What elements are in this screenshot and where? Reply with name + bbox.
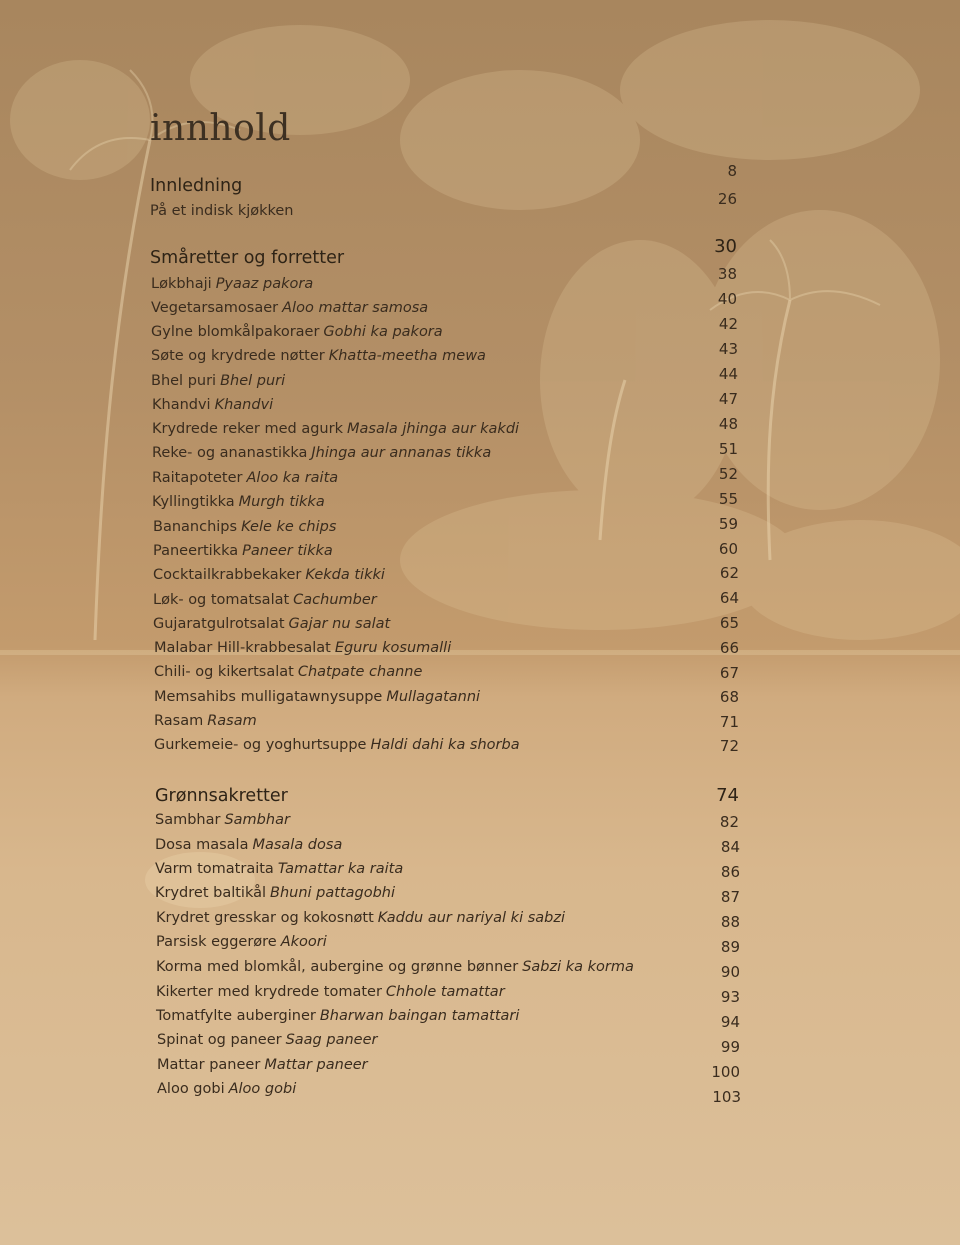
entry-name: Gujaratgulrotsalat — [153, 616, 285, 632]
toc-entry — [151, 324, 443, 340]
page-number: 90 — [720, 963, 740, 981]
page-number: 71 — [719, 713, 739, 731]
toc-entry — [155, 837, 342, 853]
page-number: 66 — [719, 639, 739, 657]
toc-entry — [156, 910, 565, 926]
page-number: 44 — [718, 365, 738, 383]
toc-entry — [154, 737, 520, 753]
entry-name: Løk- og tomatsalat — [153, 592, 290, 608]
page-number: 65 — [719, 614, 739, 632]
entry-name: Grønnsakretter — [155, 786, 288, 806]
toc-entry — [152, 421, 519, 437]
page-number: 51 — [718, 440, 738, 458]
entry-original-name: Kaddu aur nariyal ki sabzi — [377, 910, 565, 926]
toc-entry — [155, 861, 403, 877]
entry-name: Spinat og paneer — [157, 1032, 282, 1048]
toc-entry — [157, 1057, 368, 1073]
page-number: 89 — [720, 938, 740, 956]
toc-entry — [154, 664, 422, 680]
page-number: 88 — [720, 913, 740, 931]
toc-entry — [156, 934, 327, 950]
page-number: 55 — [718, 490, 738, 508]
page-number: 47 — [718, 390, 738, 408]
toc-entry — [151, 348, 486, 364]
entry-original-name: Chhole tamattar — [385, 984, 505, 1000]
entry-name: Mattar paneer — [157, 1057, 261, 1073]
entry-name: Reke- og ananastikka — [152, 445, 308, 461]
page-number: 59 — [718, 515, 738, 533]
entry-original-name: Paneer tikka — [242, 543, 333, 559]
entry-name: Aloo gobi — [157, 1081, 225, 1097]
section-heading — [150, 248, 344, 268]
entry-name: Kikerter med krydrede tomater — [156, 984, 382, 1000]
entry-original-name: Gobhi ka pakora — [323, 324, 443, 340]
entry-original-name: Khatta-meetha mewa — [328, 348, 486, 364]
entry-name: Cocktailkrabbekaker — [153, 567, 302, 583]
entry-original-name: Khandvi — [214, 397, 274, 413]
entry-name: Chili- og kikertsalat — [154, 664, 294, 680]
page-number: 62 — [719, 564, 739, 582]
toc-entry — [157, 1081, 296, 1097]
entry-name: Krydrede reker med agurk — [152, 421, 343, 437]
entry-original-name: Masala jhinga aur kakdi — [347, 421, 520, 437]
entry-name: Bhel puri — [151, 373, 217, 389]
entry-name: Gylne blomkålpakoraer — [151, 324, 320, 340]
entry-name: Gurkemeie- og yoghurtsuppe — [154, 737, 367, 753]
entry-original-name: Tamattar ka raita — [277, 861, 404, 877]
toc-entry — [152, 470, 338, 486]
entry-original-name: Cachumber — [293, 592, 377, 608]
entry-name: Småretter og forretter — [150, 248, 345, 268]
entry-name: Parsisk eggerøre — [156, 934, 277, 950]
toc-entry — [151, 276, 313, 292]
toc-entry — [154, 713, 257, 729]
toc-entry — [156, 959, 634, 975]
entry-original-name: Murgh tikka — [238, 494, 325, 510]
page-number: 67 — [719, 664, 739, 682]
toc-entry — [157, 1032, 377, 1048]
toc-entry — [151, 300, 428, 316]
entry-original-name: Bharwan baingan tamattari — [319, 1008, 520, 1024]
toc-entry — [152, 494, 325, 510]
toc-entry — [153, 543, 333, 559]
page-number: 30 — [714, 236, 737, 257]
entry-original-name: Mullagatanni — [386, 689, 481, 705]
page-number: 84 — [720, 838, 740, 856]
entry-name: Bananchips — [153, 519, 238, 535]
page-number: 99 — [720, 1038, 740, 1056]
page-number: 8 — [727, 162, 737, 180]
entry-original-name: Masala dosa — [252, 837, 343, 853]
toc-entry — [156, 1008, 519, 1024]
toc-entry — [153, 519, 336, 535]
entry-name: Malabar Hill-krabbesalat — [154, 640, 331, 656]
toc-entry — [153, 616, 390, 632]
entry-name: Kyllingtikka — [152, 494, 235, 510]
page-number: 68 — [719, 688, 739, 706]
entry-name: Korma med blomkål, aubergine og grønne bønner — [156, 959, 519, 975]
page-number: 100 — [711, 1063, 740, 1081]
toc-entry — [153, 567, 385, 583]
entry-original-name: Pyaaz pakora — [215, 276, 314, 292]
entry-original-name: Jhinga aur annanas tikka — [311, 445, 492, 461]
toc-entry — [154, 689, 480, 705]
entry-original-name: Eguru kosumalli — [334, 640, 452, 656]
entry-name: Memsahibs mulligatawnysuppe — [154, 689, 383, 705]
toc-entry — [153, 592, 377, 608]
page-number: 94 — [720, 1013, 740, 1031]
entry-original-name: Bhuni pattagobhi — [270, 885, 396, 901]
entry-original-name: Chatpate channe — [297, 664, 423, 680]
page-number: 103 — [712, 1088, 741, 1106]
toc-entry — [155, 812, 290, 828]
entry-original-name: Saag paneer — [285, 1032, 378, 1048]
entry-name: Khandvi — [152, 397, 211, 413]
entry-original-name: Aloo mattar samosa — [282, 300, 429, 316]
page-number: 48 — [718, 415, 738, 433]
page-number: 87 — [720, 888, 740, 906]
page-number: 72 — [719, 737, 739, 755]
toc-entry — [150, 203, 294, 219]
page-number: 86 — [720, 863, 740, 881]
entry-name: Dosa masala — [155, 837, 249, 853]
entry-name: Sambhar — [155, 812, 221, 828]
page-number: 42 — [718, 315, 738, 333]
entry-name: Krydret baltikål — [155, 885, 267, 901]
page-number: 64 — [719, 589, 739, 607]
entry-name: Paneertikka — [153, 543, 239, 559]
entry-name: Løkbhaji — [151, 276, 212, 292]
entry-original-name: Haldi dahi ka shorba — [370, 737, 520, 753]
toc-entry — [152, 445, 491, 461]
toc-entry — [154, 640, 451, 656]
entry-name: Varm tomatraita — [155, 861, 274, 877]
page-number: 26 — [717, 190, 737, 208]
entry-original-name: Akoori — [280, 934, 327, 950]
entry-name: Krydret gresskar og kokosnøtt — [156, 910, 374, 926]
entry-original-name: Sabzi ka korma — [522, 959, 634, 975]
page-number: 60 — [718, 540, 738, 558]
entry-name: Rasam — [154, 713, 204, 729]
entry-original-name: Kekda tikki — [305, 567, 385, 583]
toc-entry — [156, 984, 505, 1000]
entry-name: På et indisk kjøkken — [150, 203, 294, 219]
section-heading — [155, 786, 288, 806]
page-number: 74 — [716, 785, 739, 806]
entry-name: Vegetarsamosaer — [151, 300, 279, 316]
entry-original-name: Gajar nu salat — [288, 616, 391, 632]
entry-original-name: Mattar paneer — [264, 1057, 368, 1073]
entry-original-name: Aloo ka raita — [246, 470, 339, 486]
entry-name: Innledning — [150, 176, 243, 196]
toc-entry — [152, 397, 273, 413]
toc-entry — [155, 885, 395, 901]
page-number: 82 — [719, 813, 739, 831]
page-number: 93 — [720, 988, 740, 1006]
page-number: 40 — [717, 290, 737, 308]
page-number: 43 — [718, 340, 738, 358]
page-number: 52 — [718, 465, 738, 483]
entry-original-name: Bhel puri — [220, 373, 286, 389]
page-title: innhold — [150, 108, 291, 149]
page-number: 38 — [717, 265, 737, 283]
entry-name: Tomatfylte auberginer — [156, 1008, 316, 1024]
entry-name: Søte og krydrede nøtter — [151, 348, 325, 364]
toc-entry — [151, 373, 285, 389]
entry-name: Raitapoteter — [152, 470, 243, 486]
section-heading — [150, 176, 242, 196]
entry-original-name: Kele ke chips — [241, 519, 337, 535]
entry-original-name: Rasam — [207, 713, 257, 729]
entry-original-name: Aloo gobi — [228, 1081, 297, 1097]
entry-original-name: Sambhar — [224, 812, 290, 828]
